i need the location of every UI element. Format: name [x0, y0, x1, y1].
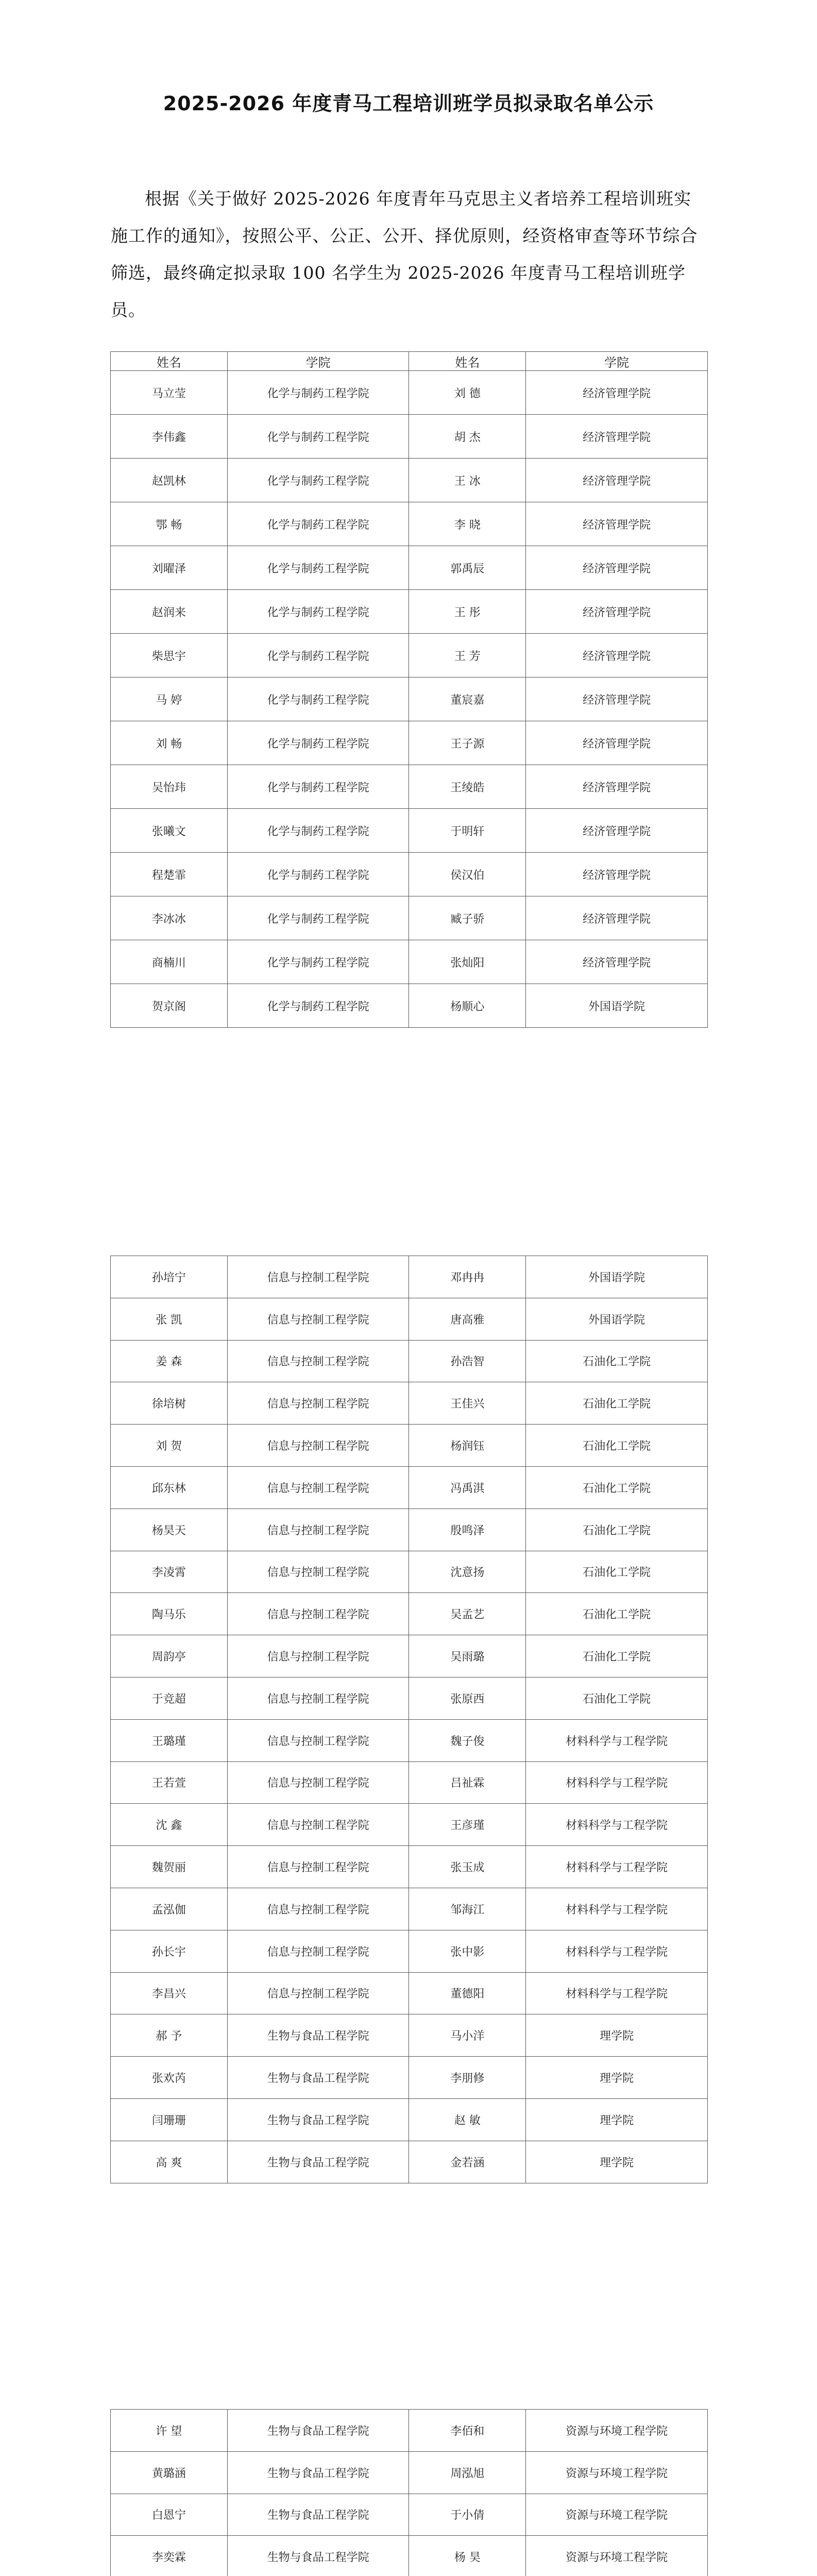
student-school: 信息与控制工程学院 [227, 1382, 409, 1425]
student-school: 信息与控制工程学院 [227, 1340, 409, 1382]
student-name: 于竞超 [111, 1677, 228, 1719]
table-row [111, 984, 708, 1028]
student-name: 杨 昊 [409, 2536, 526, 2576]
student-name: 孙浩智 [409, 1340, 526, 1382]
student-name: 马立莹 [111, 371, 228, 415]
student-name: 魏子俊 [409, 1719, 526, 1761]
student-name: 刘曜泽 [111, 546, 228, 590]
student-name: 王彦瑾 [409, 1804, 526, 1846]
student-school: 生物与食品工程学院 [227, 2141, 409, 2183]
intro-paragraph: 根据《关于做好 2025-2026 年度青年马克思主义者培养工程培训班实施工作的通知》，按照公平、公正、公开、择优原则，经资格审查等环节综合筛选，最终确定拟录取 100 名学生为 2025-2026 年度青马工程培训班学员。 [111, 189, 698, 320]
table-row [111, 415, 708, 459]
student-name: 马小洋 [409, 2014, 526, 2057]
table-row [111, 2141, 708, 2183]
student-name: 赵 敏 [409, 2098, 526, 2141]
student-school: 理学院 [526, 2057, 708, 2099]
student-name: 徐培树 [111, 1382, 228, 1425]
table-row [111, 546, 708, 590]
student-name: 吴怡玮 [111, 765, 228, 809]
student-name: 郝 予 [111, 2014, 228, 2057]
table-row [111, 2057, 708, 2099]
table-row [111, 371, 708, 415]
table-header-row [111, 352, 708, 371]
student-name: 王子源 [409, 721, 526, 765]
student-name: 赵润来 [111, 590, 228, 634]
table-row [111, 502, 708, 546]
table-row [111, 677, 708, 721]
table-row [111, 1551, 708, 1593]
table-row [111, 459, 708, 502]
student-name: 柴思宇 [111, 634, 228, 677]
student-school: 材料科学与工程学院 [526, 1930, 708, 1972]
student-school: 信息与控制工程学院 [227, 1677, 409, 1719]
student-school: 生物与食品工程学院 [227, 2098, 409, 2141]
student-name: 于明轩 [409, 809, 526, 853]
student-school: 经济管理学院 [526, 677, 708, 721]
student-name: 金若涵 [409, 2141, 526, 2183]
student-name: 孟泓伽 [111, 1888, 228, 1930]
student-name: 张 凯 [111, 1298, 228, 1340]
student-name: 陶马乐 [111, 1593, 228, 1635]
student-name: 杨昊天 [111, 1509, 228, 1551]
student-school: 化学与制药工程学院 [227, 984, 409, 1028]
table-row [111, 1972, 708, 2014]
student-name: 贺京阁 [111, 984, 228, 1028]
student-school: 信息与控制工程学院 [227, 1298, 409, 1340]
student-school: 化学与制药工程学院 [227, 896, 409, 940]
student-school: 生物与食品工程学院 [227, 2410, 409, 2452]
student-name: 王佳兴 [409, 1382, 526, 1425]
student-name: 冯禹淇 [409, 1466, 526, 1509]
student-name: 李昌兴 [111, 1972, 228, 2014]
student-school: 资源与环境工程学院 [526, 2536, 708, 2576]
student-name: 殷鸣泽 [409, 1509, 526, 1551]
student-name: 张欢芮 [111, 2057, 228, 2099]
student-name: 姜 森 [111, 1340, 228, 1382]
student-name: 魏贺丽 [111, 1846, 228, 1888]
student-school: 石油化工学院 [526, 1340, 708, 1382]
student-name: 杨顺心 [409, 984, 526, 1028]
header-school: 学院 [227, 352, 409, 371]
table-row [111, 1509, 708, 1551]
student-name: 周泓旭 [409, 2451, 526, 2494]
student-name: 刘 德 [409, 371, 526, 415]
student-name: 沈意扬 [409, 1551, 526, 1593]
table-row [111, 1298, 708, 1340]
table-row [111, 1846, 708, 1888]
student-school: 经济管理学院 [526, 634, 708, 677]
student-name: 张玉成 [409, 1846, 526, 1888]
table-row [111, 2098, 708, 2141]
table-row [111, 809, 708, 853]
table-row [111, 2410, 708, 2452]
student-name: 黄璐涵 [111, 2451, 228, 2494]
table-row [111, 853, 708, 896]
roster-table-1 [110, 351, 708, 1028]
table-row [111, 590, 708, 634]
student-school: 外国语学院 [526, 1256, 708, 1298]
student-school: 石油化工学院 [526, 1509, 708, 1551]
student-name: 侯汉伯 [409, 853, 526, 896]
table-row [111, 896, 708, 940]
student-school: 经济管理学院 [526, 940, 708, 984]
student-school: 信息与控制工程学院 [227, 1593, 409, 1635]
table-row [111, 1635, 708, 1677]
student-school: 石油化工学院 [526, 1593, 708, 1635]
table-row [111, 1677, 708, 1719]
table-row [111, 2494, 708, 2536]
student-school: 经济管理学院 [526, 853, 708, 896]
table-row [111, 1466, 708, 1509]
student-school: 外国语学院 [526, 984, 708, 1028]
student-school: 化学与制药工程学院 [227, 459, 409, 502]
table-row [111, 1382, 708, 1425]
student-name: 邓冉冉 [409, 1256, 526, 1298]
student-name: 董德阳 [409, 1972, 526, 2014]
student-name: 吴雨璐 [409, 1635, 526, 1677]
student-name: 李奕霖 [111, 2536, 228, 2576]
student-name: 董宸嘉 [409, 677, 526, 721]
student-school: 信息与控制工程学院 [227, 1930, 409, 1972]
student-school: 信息与控制工程学院 [227, 1509, 409, 1551]
student-name: 孙长宇 [111, 1930, 228, 1972]
student-name: 孙培宁 [111, 1256, 228, 1298]
student-school: 化学与制药工程学院 [227, 590, 409, 634]
student-name: 臧子骄 [409, 896, 526, 940]
student-name: 王 芳 [409, 634, 526, 677]
student-name: 李伟鑫 [111, 415, 228, 459]
header-name: 姓名 [111, 352, 228, 371]
student-school: 理学院 [526, 2098, 708, 2141]
student-school: 化学与制药工程学院 [227, 765, 409, 809]
student-school: 材料科学与工程学院 [526, 1888, 708, 1930]
student-school: 石油化工学院 [526, 1425, 708, 1467]
table-row [111, 2014, 708, 2057]
student-school: 资源与环境工程学院 [526, 2494, 708, 2536]
student-name: 王璐瑾 [111, 1719, 228, 1761]
student-school: 生物与食品工程学院 [227, 2536, 409, 2576]
student-name: 张中影 [409, 1930, 526, 1972]
table-row [111, 1930, 708, 1972]
student-name: 张曦文 [111, 809, 228, 853]
student-school: 经济管理学院 [526, 809, 708, 853]
student-school: 材料科学与工程学院 [526, 1761, 708, 1804]
table-row [111, 2451, 708, 2494]
table-row [111, 1256, 708, 1298]
table-row [111, 1804, 708, 1846]
table-row [111, 1593, 708, 1635]
student-school: 化学与制药工程学院 [227, 940, 409, 984]
student-name: 商楠川 [111, 940, 228, 984]
student-school: 石油化工学院 [526, 1551, 708, 1593]
student-school: 生物与食品工程学院 [227, 2494, 409, 2536]
student-school: 材料科学与工程学院 [526, 1972, 708, 2014]
student-school: 化学与制药工程学院 [227, 853, 409, 896]
student-name: 吴孟艺 [409, 1593, 526, 1635]
roster-table-3 [110, 2409, 708, 2576]
student-name: 杨润钰 [409, 1425, 526, 1467]
student-name: 马 婷 [111, 677, 228, 721]
student-name: 程楚霏 [111, 853, 228, 896]
student-school: 经济管理学院 [526, 371, 708, 415]
student-name: 邹海江 [409, 1888, 526, 1930]
student-school: 化学与制药工程学院 [227, 809, 409, 853]
table-row [111, 765, 708, 809]
student-school: 理学院 [526, 2141, 708, 2183]
student-school: 经济管理学院 [526, 415, 708, 459]
student-school: 化学与制药工程学院 [227, 634, 409, 677]
roster-table-2 [110, 1256, 708, 2183]
header-name: 姓名 [409, 352, 526, 371]
student-name: 王 彤 [409, 590, 526, 634]
student-name: 赵凯林 [111, 459, 228, 502]
student-name: 胡 杰 [409, 415, 526, 459]
student-name: 李凌霄 [111, 1551, 228, 1593]
table-row [111, 1719, 708, 1761]
student-school: 材料科学与工程学院 [526, 1719, 708, 1761]
student-school: 化学与制药工程学院 [227, 721, 409, 765]
student-name: 鄂 畅 [111, 502, 228, 546]
student-school: 信息与控制工程学院 [227, 1846, 409, 1888]
student-name: 吕祉霖 [409, 1761, 526, 1804]
student-school: 生物与食品工程学院 [227, 2451, 409, 2494]
student-school: 资源与环境工程学院 [526, 2451, 708, 2494]
table-row [111, 634, 708, 677]
student-school: 信息与控制工程学院 [227, 1466, 409, 1509]
student-name: 李佰和 [409, 2410, 526, 2452]
student-school: 资源与环境工程学院 [526, 2410, 708, 2452]
table-row [111, 1425, 708, 1467]
student-name: 李 晓 [409, 502, 526, 546]
student-school: 石油化工学院 [526, 1466, 708, 1509]
student-name: 张原西 [409, 1677, 526, 1719]
student-school: 经济管理学院 [526, 546, 708, 590]
student-name: 王 冰 [409, 459, 526, 502]
student-school: 信息与控制工程学院 [227, 1719, 409, 1761]
student-school: 信息与控制工程学院 [227, 1425, 409, 1467]
student-name: 邱东林 [111, 1466, 228, 1509]
student-school: 外国语学院 [526, 1298, 708, 1340]
table-row [111, 721, 708, 765]
student-name: 许 望 [111, 2410, 228, 2452]
student-name: 刘 贺 [111, 1425, 228, 1467]
table-row [111, 2536, 708, 2576]
student-name: 白恩宁 [111, 2494, 228, 2536]
student-name: 闫珊珊 [111, 2098, 228, 2141]
student-school: 化学与制药工程学院 [227, 415, 409, 459]
table-row [111, 940, 708, 984]
student-school: 化学与制药工程学院 [227, 677, 409, 721]
student-school: 化学与制药工程学院 [227, 371, 409, 415]
student-school: 信息与控制工程学院 [227, 1804, 409, 1846]
student-school: 信息与控制工程学院 [227, 1635, 409, 1677]
student-school: 信息与控制工程学院 [227, 1972, 409, 2014]
table-row [111, 1761, 708, 1804]
student-school: 经济管理学院 [526, 459, 708, 502]
student-school: 经济管理学院 [526, 502, 708, 546]
student-school: 石油化工学院 [526, 1635, 708, 1677]
student-school: 化学与制药工程学院 [227, 546, 409, 590]
student-name: 李朋修 [409, 2057, 526, 2099]
student-school: 石油化工学院 [526, 1382, 708, 1425]
student-school: 经济管理学院 [526, 896, 708, 940]
student-school: 经济管理学院 [526, 590, 708, 634]
student-name: 高 爽 [111, 2141, 228, 2183]
student-name: 王若萱 [111, 1761, 228, 1804]
student-school: 信息与控制工程学院 [227, 1888, 409, 1930]
student-school: 经济管理学院 [526, 765, 708, 809]
student-name: 周韵亭 [111, 1635, 228, 1677]
student-school: 理学院 [526, 2014, 708, 2057]
student-school: 信息与控制工程学院 [227, 1551, 409, 1593]
student-school: 材料科学与工程学院 [526, 1846, 708, 1888]
student-school: 材料科学与工程学院 [526, 1804, 708, 1846]
student-school: 化学与制药工程学院 [227, 502, 409, 546]
table-row [111, 1888, 708, 1930]
student-name: 沈 鑫 [111, 1804, 228, 1846]
student-school: 生物与食品工程学院 [227, 2057, 409, 2099]
student-name: 张灿阳 [409, 940, 526, 984]
student-name: 王绫皓 [409, 765, 526, 809]
student-school: 生物与食品工程学院 [227, 2014, 409, 2057]
header-school: 学院 [526, 352, 708, 371]
student-name: 李冰冰 [111, 896, 228, 940]
student-school: 经济管理学院 [526, 721, 708, 765]
student-name: 刘 畅 [111, 721, 228, 765]
student-name: 郭禹辰 [409, 546, 526, 590]
student-school: 信息与控制工程学院 [227, 1256, 409, 1298]
student-name: 于小倩 [409, 2494, 526, 2536]
student-school: 石油化工学院 [526, 1677, 708, 1719]
student-school: 信息与控制工程学院 [227, 1761, 409, 1804]
page-title: 2025-2026 年度青马工程培训班学员拟录取名单公示 [163, 92, 654, 115]
table-row [111, 1340, 708, 1382]
student-name: 唐高雅 [409, 1298, 526, 1340]
